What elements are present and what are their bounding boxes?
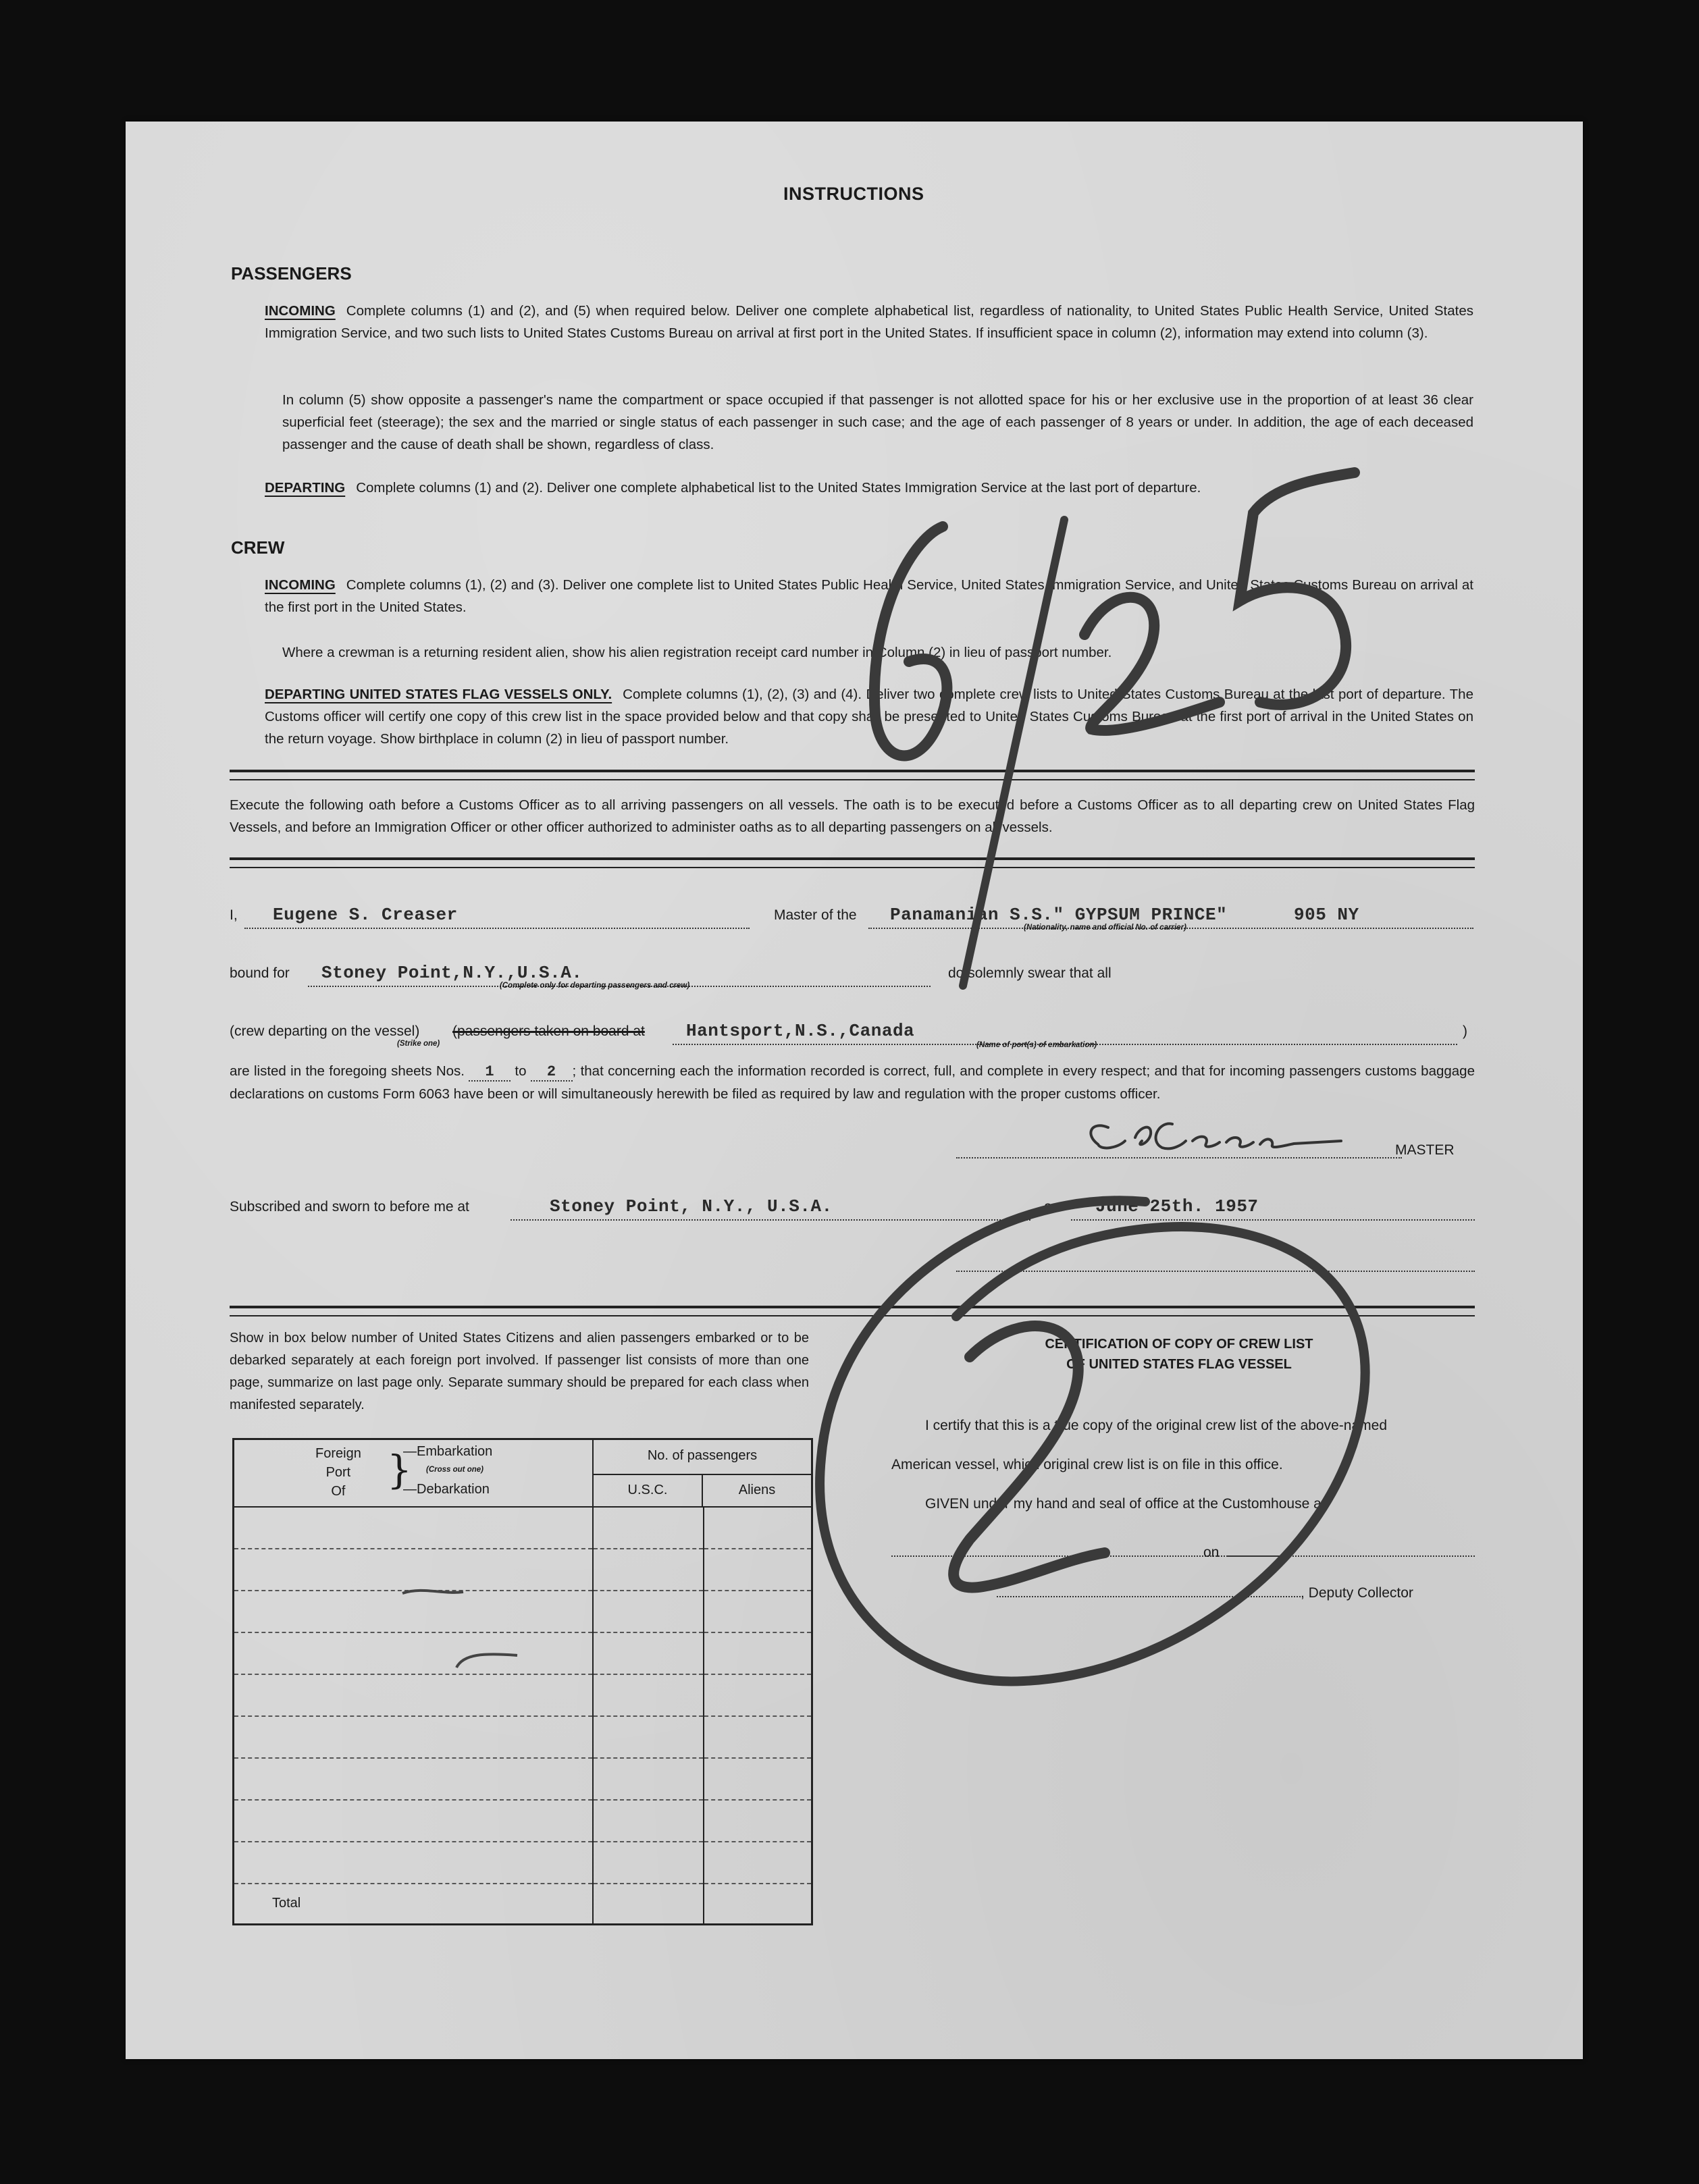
listed-label: are listed in the foregoing sheets Nos. bbox=[230, 1063, 465, 1079]
summary-instructions: Show in box below number of United States Citizens and alien passengers embarked or to be debarked separately at each foreign port involved. If passenger list consists of more than one page, summarize on last page only. Separate summary should be prepared for each class when manifested separately. bbox=[230, 1331, 809, 1412]
certification-title-line2: OF UNITED STATES FLAG VESSEL bbox=[1066, 1357, 1292, 1372]
passengers-incoming-label: INCOMING bbox=[265, 303, 336, 319]
table-row bbox=[234, 1716, 812, 1758]
table-row bbox=[234, 1758, 812, 1800]
close-paren: ) bbox=[1463, 1023, 1467, 1039]
to-label: to bbox=[515, 1063, 527, 1079]
crew-departing-label: DEPARTING UNITED STATES FLAG VESSELS ONLY. bbox=[265, 687, 612, 702]
vessel-value: Panamanian S.S." GYPSUM PRINCE" bbox=[890, 905, 1228, 925]
certify-text-2: American vessel, which original crew list is on file in this office. bbox=[891, 1457, 1283, 1472]
table-row bbox=[234, 1800, 812, 1842]
port-embarkation-value: Hantsport,N.S.,Canada bbox=[686, 1021, 915, 1041]
crew-departing-text: Complete columns (1), (2), (3) and (4). Deliver two complete crew lists to United States Customs Bureau at the last port of departure. The Customs officer will certify one copy of this crew list in the space provided below and that copy shall be presented to United States Customs Bureau at the first port of arrival in the United States on the return voyage. Show birthplace in column (2) in lieu of passport number. bbox=[265, 687, 1473, 747]
page-title: INSTRUCTIONS bbox=[783, 184, 924, 204]
sworn-date-value: June 25th. 1957 bbox=[1095, 1196, 1259, 1217]
foreign-word: Foreign bbox=[315, 1446, 361, 1461]
sworn-on-label: on bbox=[1044, 1199, 1060, 1215]
no-of-passengers-label: No. of passengers bbox=[594, 1440, 811, 1475]
swear-label: do solemnly swear that all bbox=[948, 965, 1112, 981]
total-label: Total bbox=[272, 1896, 301, 1911]
master-name-line bbox=[244, 928, 750, 929]
certify-text: I certify that this is a true copy of the original crew list of the above-named bbox=[925, 1418, 1387, 1433]
brace-glyph: } bbox=[387, 1447, 412, 1493]
vessel-number-value: 905 NY bbox=[1294, 905, 1359, 925]
bound-for-value: Stoney Point,N.Y.,U.S.A. bbox=[321, 963, 583, 983]
document-page bbox=[126, 122, 1583, 2059]
crew-departing-option: (crew departing on the vessel) bbox=[230, 1023, 420, 1039]
handwritten-date-mark bbox=[801, 446, 1436, 1026]
vessel-note: (Nationality, name and official No. of carrier) bbox=[1024, 924, 1186, 932]
passenger-summary-table bbox=[232, 1438, 813, 1925]
passengers-column5-paragraph: In column (5) show opposite a passenger's name the compartment or space occupied if that passenger is not allotted space for his or her exclusive use in the proportion of at least 36 clear superficial feet (steerage); the sex and the married or single status of each passenger in such case; and the age of each passenger of 8 years or under. In addition, the age of each deceased passenger and the cause of death shall be shown, regardless of class. bbox=[282, 392, 1473, 452]
usc-column-header: U.S.C. bbox=[627, 1483, 668, 1497]
crew-incoming-label: INCOMING bbox=[265, 577, 336, 593]
passengers-departing-text: Complete columns (1) and (2). Deliver one complete alphabetical list to the United States Immigration Service at the last port of departure. bbox=[356, 480, 1201, 496]
sheet-to-value: 2 bbox=[531, 1063, 573, 1082]
given-text: GIVEN under my hand and seal of office at the Customhouse at bbox=[925, 1496, 1326, 1512]
oath-instructions: Execute the following oath before a Customs Officer as to all arriving passengers on all vessels. The oath is to be executed before a Customs Officer as to all departing crew on United States Flag Vessels, and before an Immigration Officer or other officer authorized to administer oaths as to all departing passengers on all vessels. bbox=[230, 797, 1475, 835]
passengers-incoming-paragraph bbox=[265, 300, 1473, 344]
port-word: Port bbox=[325, 1465, 351, 1480]
oath-i-label: I, bbox=[230, 907, 238, 923]
crew-incoming-text: Complete columns (1), (2) and (3). Deliver one complete list to United States Public Health Service, United States Immigration Service, and United States Customs Bureau on arrival at the first port in the United States. bbox=[265, 577, 1473, 615]
total-row bbox=[234, 1884, 812, 1924]
cert-on-label: on bbox=[1203, 1545, 1220, 1560]
table-row bbox=[234, 1842, 812, 1884]
passengers-taken-option: (passengers taken on board at bbox=[452, 1023, 645, 1039]
sheet-from-value: 1 bbox=[469, 1063, 511, 1082]
foreign-port-col-label bbox=[315, 1444, 361, 1501]
embarkation-option: —Embarkation bbox=[403, 1444, 493, 1459]
crew-resident-paragraph: Where a crewman is a returning resident alien, show his alien registration receipt card number in Column (2) in lieu of passport number. bbox=[282, 645, 1112, 660]
handwritten-circled-number bbox=[794, 1121, 1388, 1715]
passengers-incoming-text: Complete columns (1) and (2), and (5) when required below. Deliver one complete alphabetical list, regardless of nationality, to United States Public Health Service, United States Immigration Service, and two such lists to United States Customs Bureau on arrival at first port in the United States. If insufficient space in column (2), information may extend into column (3). bbox=[265, 303, 1473, 341]
port-embarkation-note: (Name of port(s) of embarkation) bbox=[976, 1041, 1097, 1049]
master-of-label: Master of the bbox=[774, 907, 857, 923]
passenger-count-header bbox=[593, 1439, 812, 1508]
subscribed-label: Subscribed and sworn to before me at bbox=[230, 1199, 469, 1215]
sworn-place-value: Stoney Point, N.Y., U.S.A. bbox=[550, 1196, 833, 1217]
aliens-column-header: Aliens bbox=[702, 1475, 811, 1506]
listed-rest: ; that concerning each the information recorded is correct, full, and complete in every respect; and that for incoming passengers customs baggage declarations on customs Form 6063 have been or will simultaneously herewith be filed as required by law and regulation with the proper customs officer. bbox=[230, 1063, 1475, 1102]
table-row bbox=[234, 1507, 812, 1549]
certification-title-line1: CERTIFICATION OF COPY OF CREW LIST bbox=[1045, 1337, 1313, 1352]
foreign-port-header bbox=[234, 1439, 594, 1508]
crew-heading: CREW bbox=[231, 537, 285, 558]
bound-for-label: bound for bbox=[230, 965, 290, 981]
passengers-heading: PASSENGERS bbox=[231, 263, 352, 284]
strike-one-note: (Strike one) bbox=[397, 1040, 440, 1048]
bound-for-note: (Complete only for departing passengers and crew) bbox=[500, 982, 690, 990]
of-word: Of bbox=[331, 1484, 346, 1499]
master-label: MASTER bbox=[1395, 1142, 1455, 1158]
debarkation-option: —Debarkation bbox=[403, 1482, 490, 1497]
deputy-collector-label: , Deputy Collector bbox=[1301, 1585, 1413, 1601]
passengers-departing-label: DEPARTING bbox=[265, 480, 346, 496]
master-name-value: Eugene S. Creaser bbox=[273, 905, 458, 925]
cross-out-note: (Cross out one) bbox=[426, 1466, 483, 1474]
listed-sheets-paragraph bbox=[230, 1060, 1475, 1105]
stray-pencil-marks bbox=[396, 1573, 571, 1681]
